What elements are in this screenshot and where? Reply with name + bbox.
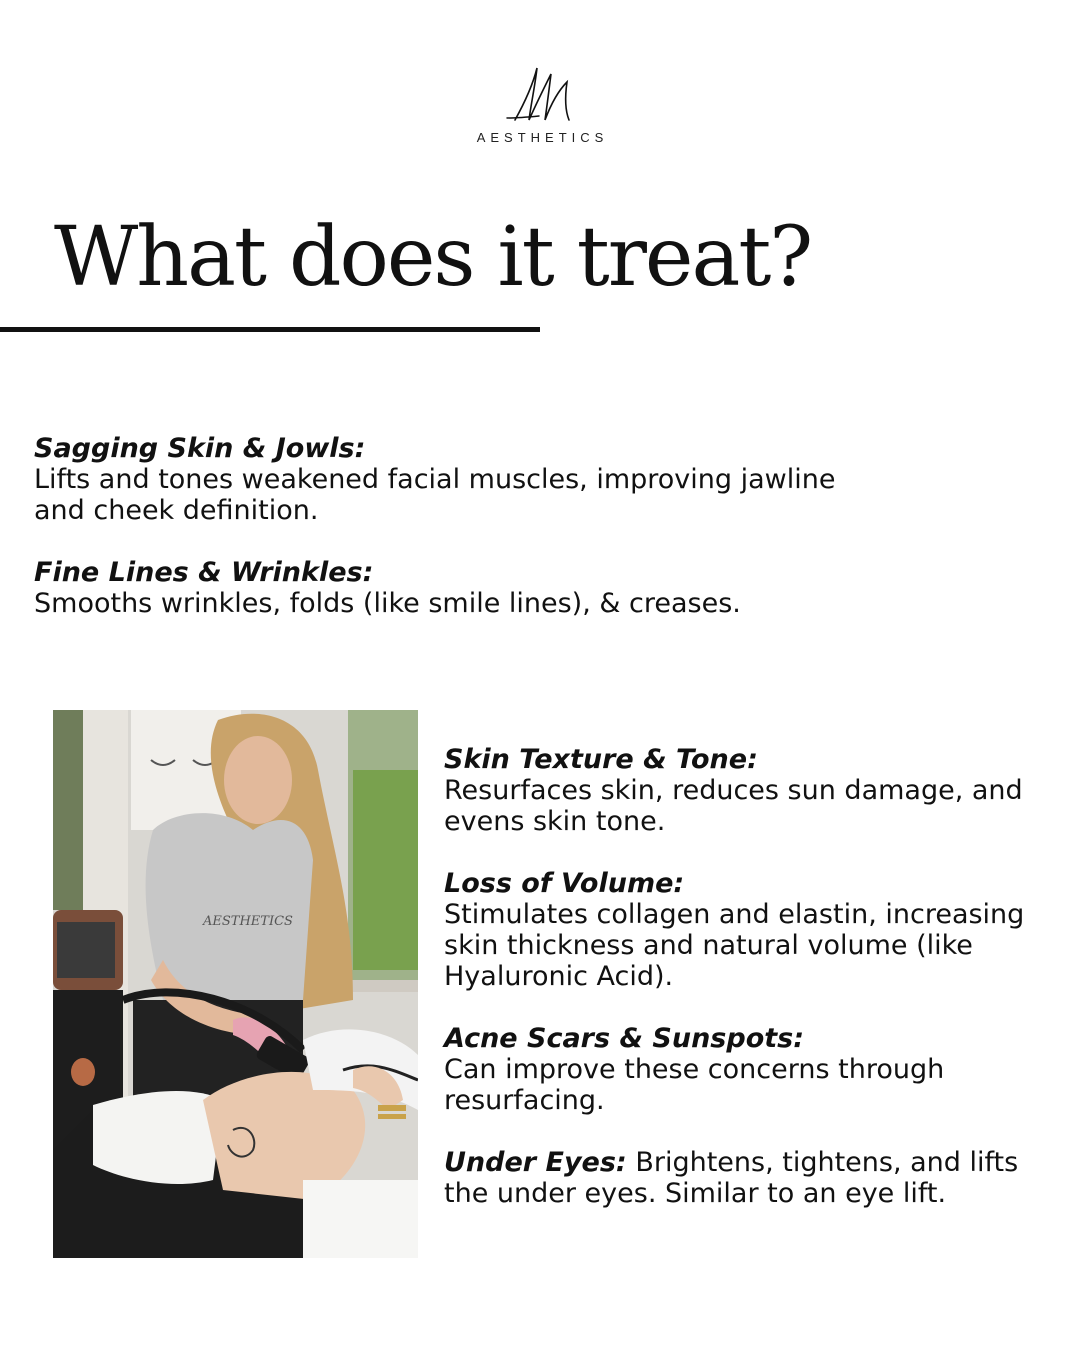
shirt-logo-text: AESTHETICS — [203, 914, 293, 929]
treatment-description: Resurfaces skin, reduces sun damage, and evens skin tone. — [444, 775, 1023, 837]
treatment-item — [34, 433, 894, 526]
treatment-description: Smooths wrinkles, folds (like smile lines), & creases. — [34, 588, 741, 619]
treatment-heading: Skin Texture & Tone: — [444, 744, 758, 775]
treatment-photo — [53, 710, 418, 1258]
treatment-photo-illustration — [53, 710, 418, 1258]
treatment-description: Can improve these concerns through resurfacing. — [444, 1054, 945, 1116]
treatment-description: Lifts and tones weakened facial muscles, improving jawline and cheek definition. — [34, 464, 836, 526]
treatment-heading: Under Eyes: — [444, 1147, 627, 1178]
page-title: What does it treat? — [54, 210, 812, 305]
treatment-item — [444, 744, 1044, 837]
brand-logo — [0, 62, 1080, 145]
treatment-heading: Acne Scars & Sunspots: — [444, 1023, 805, 1054]
treatment-item — [34, 557, 934, 619]
brand-name: AESTHETICS — [476, 130, 609, 145]
treatment-heading: Fine Lines & Wrinkles: — [34, 557, 374, 588]
treatment-description: Brightens, tightens, and lifts the under eyes. Similar to an eye lift. — [444, 1147, 1019, 1209]
treatment-item — [444, 1147, 1034, 1209]
treatment-item — [444, 868, 1044, 992]
title-underline — [0, 327, 540, 332]
treatment-heading: Loss of Volume: — [444, 868, 685, 899]
treatment-heading: Sagging Skin & Jowls: — [34, 433, 366, 464]
treatment-item — [444, 1023, 1044, 1116]
treatment-description: Stimulates collagen and elastin, increasing skin thickness and natural volume (like Hyaluronic Acid). — [444, 899, 1025, 992]
lm-monogram-icon — [485, 62, 595, 130]
